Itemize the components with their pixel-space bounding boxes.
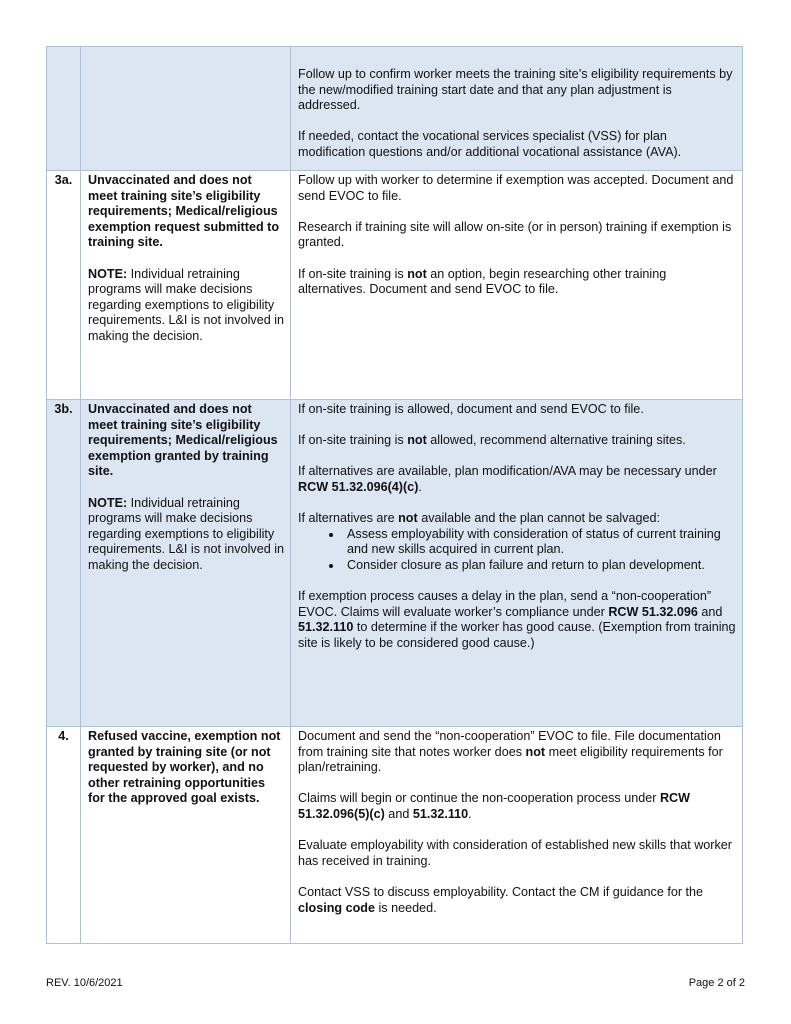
action-paragraph: Research if training site will allow on-site (or in person) training if exemption is granted.: [298, 219, 732, 250]
note-text: NOTE: Individual retraining programs will make decisions regarding exemptions to eligibility requirements. L&I is not involved in making the decision.: [88, 266, 285, 343]
bullet-list: [298, 527, 736, 574]
action-paragraph: If exemption process causes a delay in the plan, send a “non-cooperation” EVOC. Claims will evaluate worker’s compliance under RCW 51.32.096 and 51.32.110 to determine if the worker has good cause. (Exemption from training site is likely to be considered good cause.): [298, 589, 736, 650]
condition-text: Unvaccinated and does not meet training site’s eligibility requirements; Medical/religious exemption granted by training site.: [88, 402, 278, 479]
action-paragraph: If needed, contact the vocational services specialist (VSS) for plan modification questions and/or additional vocational assistance (AVA).: [298, 129, 682, 159]
condition-cell: [81, 727, 291, 944]
action-paragraph: Follow up with worker to determine if exemption was accepted. Document and send EVOC to file.: [298, 173, 734, 203]
action-paragraph: Claims will begin or continue the non-cooperation process under RCW 51.32.096(5)(c) and 51.32.110.: [298, 791, 691, 821]
condition-cell: [81, 171, 291, 400]
note-label: NOTE:: [88, 266, 128, 281]
condition-cell: [81, 47, 291, 171]
revision-date: REV. 10/6/2021: [46, 977, 123, 989]
condition-text: Refused vaccine, exemption not granted by training site (or not requested by worker), and no other retraining opportunities for the approved goal exists.: [88, 729, 281, 806]
list-item: • Consider closure as plan failure and return to plan development.: [343, 558, 736, 574]
action-cell: [291, 171, 743, 400]
table-row-3a: [47, 171, 743, 400]
action-cell: [291, 400, 743, 727]
condition-cell: [81, 400, 291, 727]
action-paragraph: Follow up to confirm worker meets the training site’s eligibility requirements by the new/modified training start date and that any plan adjustment is addressed.: [298, 67, 733, 113]
action-paragraph: If on-site training is not an option, begin researching other training alternatives. Document and send EVOC to file.: [298, 266, 667, 297]
action-paragraph: If alternatives are available, plan modification/AVA may be necessary under RCW 51.32.096(4)(c).: [298, 464, 717, 494]
table-row-4: [47, 727, 743, 944]
note-label: NOTE:: [88, 495, 128, 510]
row-number: 3b.: [47, 400, 81, 727]
row-number: 4.: [47, 727, 81, 944]
action-paragraph: If on-site training is not allowed, recommend alternative training sites.: [298, 433, 686, 448]
guidance-table: [46, 46, 743, 944]
row-number-cell: [47, 47, 81, 171]
note-text: NOTE: Individual retraining programs will make decisions regarding exemptions to eligibility requirements. L&I is not involved in making the decision.: [88, 495, 285, 572]
action-cell: [291, 47, 743, 171]
list-item: • Assess employability with consideration of status of current training and new skills acquired in current plan.: [343, 527, 736, 558]
action-cell: [291, 727, 743, 944]
table-row-3b: [47, 400, 743, 727]
action-paragraph: If on-site training is allowed, document and send EVOC to file.: [298, 402, 644, 416]
action-paragraph: Document and send the “non-cooperation” EVOC to file. File documentation from training site that notes worker does not meet eligibility requirements for plan/retraining.: [298, 729, 723, 775]
condition-text: Unvaccinated and does not meet training site’s eligibility requirements; Medical/religious exemption request submitted to training site.: [88, 173, 280, 250]
action-paragraph: Evaluate employability with consideration of established new skills that worker has received in training.: [298, 838, 732, 868]
action-paragraph: If alternatives are not available and the plan cannot be salvaged:: [298, 511, 660, 526]
page-number: Page 2 of 2: [688, 977, 745, 989]
action-paragraph: Contact VSS to discuss employability. Contact the CM if guidance for the closing code is needed.: [298, 884, 704, 915]
row-number: 3a.: [47, 171, 81, 400]
table-row-continuation: [47, 47, 743, 171]
